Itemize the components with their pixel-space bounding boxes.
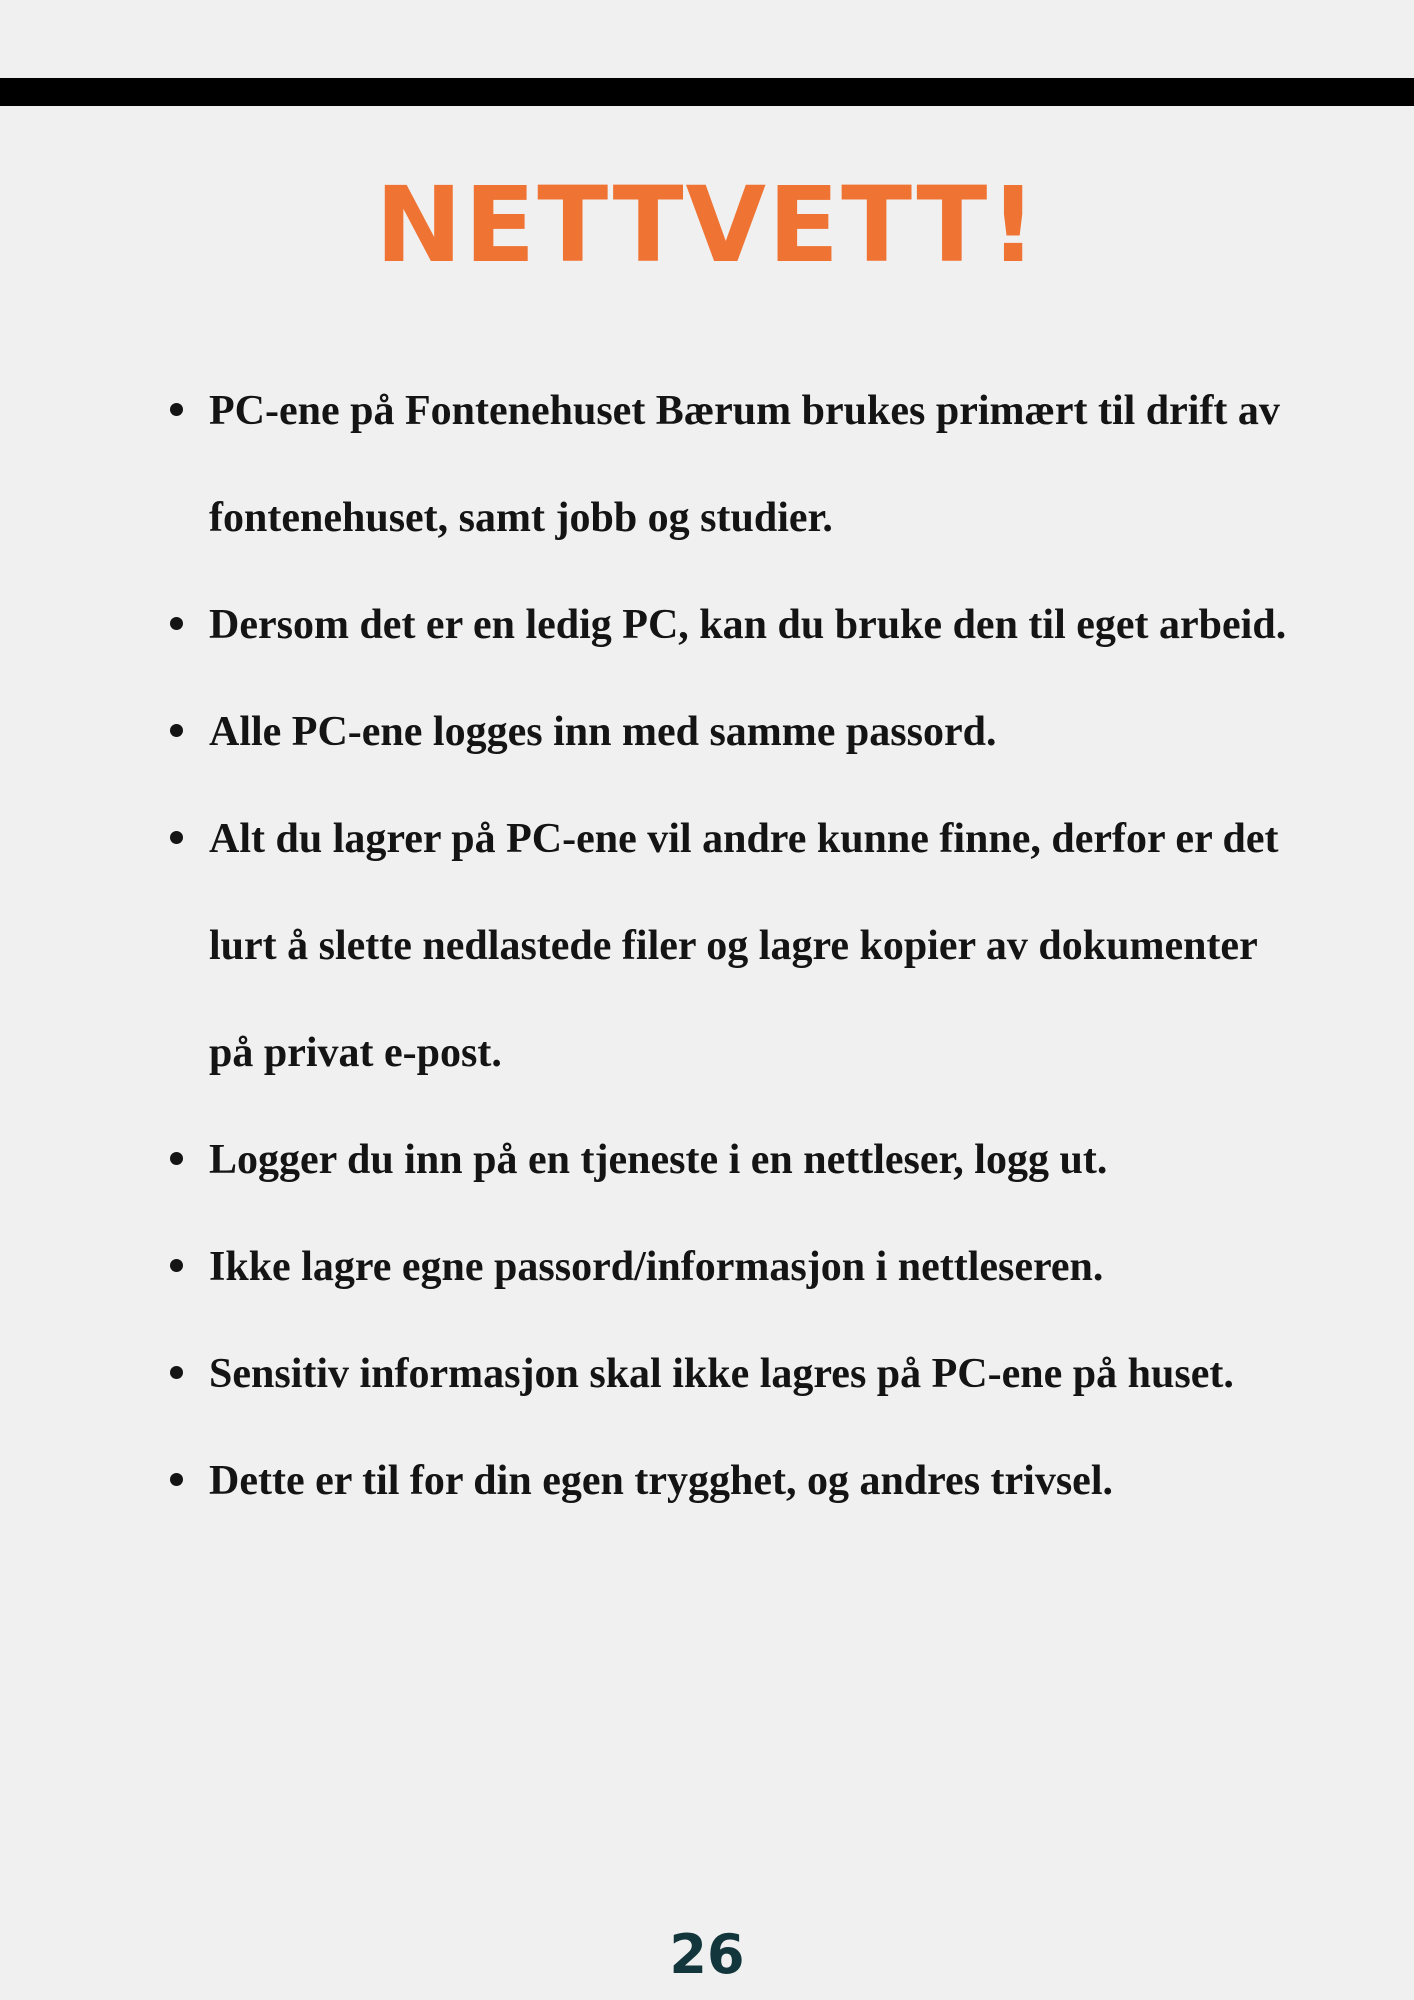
rule-item (170, 1107, 1300, 1214)
rule-item (170, 358, 1300, 572)
rule-text: PC-ene på Fontenehuset Bærum brukes primært til drift av fontenehuset, samt jobb og studier. (209, 388, 1280, 541)
rule-text: Sensitiv informasjon skal ikke lagres på PC-ene på huset. (209, 1351, 1234, 1397)
page-title: NETTVETT! (375, 164, 1039, 286)
rule-item (170, 1214, 1300, 1321)
rule-item (170, 1428, 1300, 1535)
rule-item (170, 572, 1300, 679)
rule-text: Logger du inn på en tjeneste i en nettleser, logg ut. (209, 1137, 1108, 1183)
bullet-icon (170, 1152, 183, 1165)
rule-item (170, 1321, 1300, 1428)
rule-item (170, 679, 1300, 786)
bullet-icon (170, 1366, 183, 1379)
bullet-icon (170, 617, 183, 630)
rules-list (170, 358, 1300, 1535)
bullet-icon (170, 403, 183, 416)
rule-text: Ikke lagre egne passord/informasjon i nettleseren. (209, 1244, 1104, 1290)
rule-item (170, 786, 1300, 1107)
bullet-icon (170, 1259, 183, 1272)
rule-text: Alle PC-ene logges inn med samme passord. (209, 709, 997, 755)
bullet-icon (170, 831, 183, 844)
page-number: 26 (669, 1923, 745, 1986)
top-bar (0, 78, 1414, 106)
rule-text: Alt du lagrer på PC-ene vil andre kunne finne, derfor er det lurt å slette nedlastede filer og lagre kopier av dokumenter på privat e-post. (209, 816, 1279, 1076)
bullet-icon (170, 1473, 183, 1486)
bullet-icon (170, 724, 183, 737)
rule-text: Dersom det er en ledig PC, kan du bruke den til eget arbeid. (209, 602, 1287, 648)
rule-text: Dette er til for din egen trygghet, og andres trivsel. (209, 1458, 1113, 1504)
